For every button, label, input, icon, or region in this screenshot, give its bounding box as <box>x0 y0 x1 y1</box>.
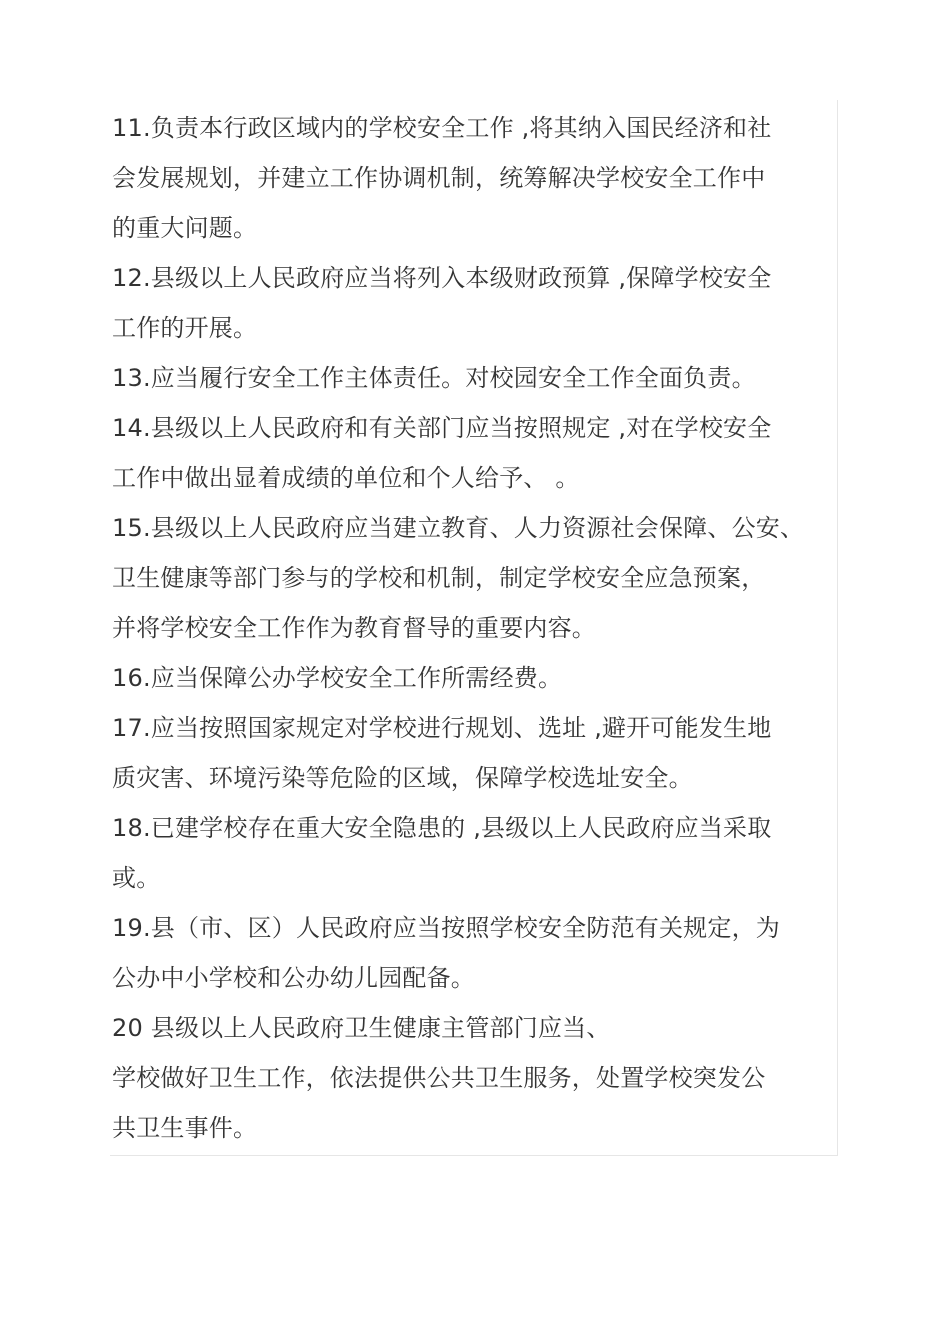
text-line: 工作中做出显着成绩的单位和个人给予、 。 <box>112 464 580 492</box>
text-line: 20 县级以上人民政府卫生健康主管部门应当、 <box>112 1014 611 1042</box>
text-line: 14.县级以上人民政府和有关部门应当按照规定 ,对在学校安全 <box>112 414 772 442</box>
text-line: 质灾害、环境污染等危险的区域，保障学校选址安全。 <box>112 764 693 792</box>
text-line: 17.应当按照国家规定对学校进行规划、选址 ,避开可能发生地 <box>112 714 772 742</box>
document-body <box>112 103 838 1153</box>
text-line: 13.应当履行安全工作主体责任。对校园安全工作全面负责。 <box>112 364 756 392</box>
text-line: 11.负责本行政区域内的学校安全工作 ,将其纳入国民经济和社 <box>112 114 772 142</box>
text-line: 或。 <box>112 864 161 892</box>
text-line: 12.县级以上人民政府应当将列入本级财政预算 ,保障学校安全 <box>112 264 772 292</box>
text-line: 卫生健康等部门参与的学校和机制，制定学校安全应急预案， <box>112 564 766 592</box>
text-line: 16.应当保障公办学校安全工作所需经费。 <box>112 664 563 692</box>
text-line: 15.县级以上人民政府应当建立教育、人力资源社会保障、公安、 <box>112 514 805 542</box>
text-line: 并将学校安全工作作为教育督导的重要内容。 <box>112 614 596 642</box>
text-line: 公办中小学校和公办幼儿园配备。 <box>112 964 475 992</box>
text-line: 工作的开展。 <box>112 314 258 342</box>
text-line: 学校做好卫生工作，依法提供公共卫生服务，处置学校突发公 <box>112 1064 766 1092</box>
text-line: 的重大问题。 <box>112 214 258 242</box>
text-line: 18.已建学校存在重大安全隐患的 ,县级以上人民政府应当采取 <box>112 814 772 842</box>
text-line: 19.县（市、区）人民政府应当按照学校安全防范有关规定，为 <box>112 914 780 942</box>
text-line: 共卫生事件。 <box>112 1114 258 1142</box>
text-line: 会发展规划，并建立工作协调机制，统筹解决学校安全工作中 <box>112 164 766 192</box>
